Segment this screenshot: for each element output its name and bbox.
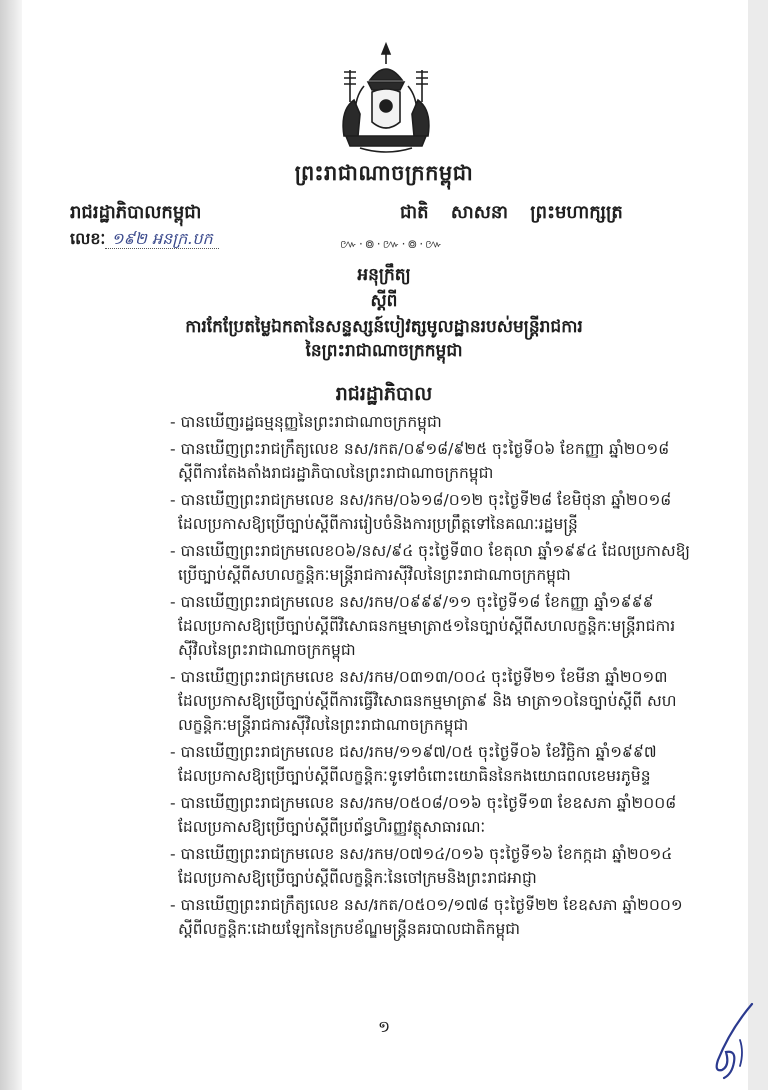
government-heading: រាជរដ្ឋាភិបាល [335,383,433,405]
clause-item: - បានឃើញព្រះរាជក្រមលេខ នស/រកម/០៣១៣/០០៤ ចុះថ្ងៃទី២១ ខែមីនា ឆ្នាំ២០១៣ ដែលប្រកាសឱ្យប្រើច្បាប់ស្តីពីការធ្វើវិសោធនកម្មមាត្រា៩ និង មាត្រា១០នៃច្បាប់ស្តីពី សហលក្ខន្តិកៈមន្ត្រីរាជការស៊ីវិលនៃព្រះរាជាណាចក្រកម្ពុជា [170,668,677,734]
reference-number [70,228,219,252]
motto-religion: សាសនា [450,202,508,223]
motto-nation: ជាតិ [400,202,429,223]
subject-line-2: នៃព្រះរាជាណាចក្រកម្ពុជា [305,341,463,361]
reference-handwritten-value: ១៩២ អនក្រ.បក [105,229,218,249]
clause-item: - បានឃើញព្រះរាជក្រមលេខ ជស/រកម/១១៩៧/០៥ ចុះថ្ងៃទី០៦ ខែវិច្ឆិកា ឆ្នាំ១៩៩៧ ដែលប្រកាសឱ្យប្រើច្បាប់ស្តីពីលក្ខន្តិកៈទូទៅចំពោះយោធិននៃកងយោធពលខេមរភូមិន្ទ [170,743,657,785]
reference-label: លេខៈ [70,229,106,248]
document-type: អនុក្រឹត្យ [357,265,411,285]
national-motto [400,200,639,227]
about-label: ស្តីពី [370,291,398,311]
clause-item: - បានឃើញព្រះរាជក្រមលេខ នស/រកម/០៧១៤/០១៦ ចុះថ្ងៃទី១៦ ខែកក្កដា ឆ្នាំ២០១៤ ដែលប្រកាសឱ្យប្រើច្បាប់ស្តីពីលក្ខន្តិកៈនៃចៅក្រមនិងព្រះរាជអាជ្ញា [170,845,673,887]
government-name: រាជរដ្ឋាភិបាលកម្ពុជា [70,202,202,223]
page-number: ១ [377,1017,391,1036]
clause-item: - បានឃើញព្រះរាជក្រឹត្យលេខ នស/រកត/០៥០១/១៧៨ ចុះថ្ងៃទី២២ ខែឧសភា ឆ្នាំ២០០១ ស្តីពីលក្ខន្តិកៈដោយឡែកនៃក្របខ័ណ្ឌមន្ត្រីនគរបាលជាតិកម្ពុជា [170,896,683,938]
handwritten-initials-signature [700,1000,760,1080]
clause-item: - បានឃើញព្រះរាជក្រមលេខ នស/រកម/០៩៩៩/១១ ចុះថ្ងៃទី១៨ ខែកញ្ញា ឆ្នាំ១៩៩៩ ដែលប្រកាសឱ្យប្រើច្បាប់ស្តីពីវិសោធនកម្មមាត្រា៥១នៃច្បាប់ស្តីពីសហលក្ខន្តិកៈមន្ត្រីរាជការ ស៊ីវិលនៃព្រះរាជាណាចក្រកម្ពុជា [170,593,676,659]
clause-item: - បានឃើញព្រះរាជក្រមលេខ នស/រកម/០៥០៨/០១៦ ចុះថ្ងៃទី១៣ ខែឧសភា ឆ្នាំ២០០៨ ដែលប្រកាសឱ្យប្រើច្បាប់ស្តីពីប្រព័ន្ធហិរញ្ញវត្ថុសាធារណៈ [170,794,677,836]
clause-item: - បានឃើញរដ្ឋធម្មនុញ្ញនៃព្រះរាជាណាចក្រកម្ពុជា [170,413,442,431]
clause-list [170,410,710,944]
clause-item: - បានឃើញព្រះរាជក្រមលេខ០៦/នស/៩៤ ចុះថ្ងៃទី៣០ ខែតុលា ឆ្នាំ១៩៩៤ ដែលប្រកាសឱ្យ ប្រើច្បាប់ស្តីពីសហលក្ខន្តិកៈមន្ត្រីរាជការស៊ីវិលនៃព្រះរាជាណាចក្រកម្ពុជា [170,542,691,584]
motto-king: ព្រះមហាក្សត្រ [530,202,623,223]
royal-coat-of-arms-emblem [330,40,442,158]
clause-item: - បានឃើញព្រះរាជក្រមលេខ នស/រកម/០៦១៨/០១២ ចុះថ្ងៃទី២៨ ខែមិថុនា ឆ្នាំ២០១៨ ដែលប្រកាសឱ្យប្រើច្បាប់ស្តីពីការរៀបចំនិងការប្រព្រឹត្តទៅនៃគណៈរដ្ឋមន្ត្រី [170,491,672,533]
clause-item: - បានឃើញព្រះរាជក្រឹត្យលេខ នស/រកត/០៩១៨/៩២៥ ចុះថ្ងៃទី០៦ ខែកញ្ញា ឆ្នាំ២០១៨ ស្តីពីការតែងតាំងរាជរដ្ឋាភិបាលនៃព្រះរាជាណាចក្រកម្ពុជា [170,440,670,482]
decorative-ornament: ៚·៙·៚·៙·៚ [340,237,445,251]
subject-line-1: ការកែប្រែតម្លៃឯកតានៃសន្ទស្សន៍បៀវត្សមូលដ្ឋានរបស់មន្ត្រីរាជការ [185,317,583,337]
kingdom-title: ព្រះរាជាណាចក្រកម្ពុជា [294,161,474,185]
